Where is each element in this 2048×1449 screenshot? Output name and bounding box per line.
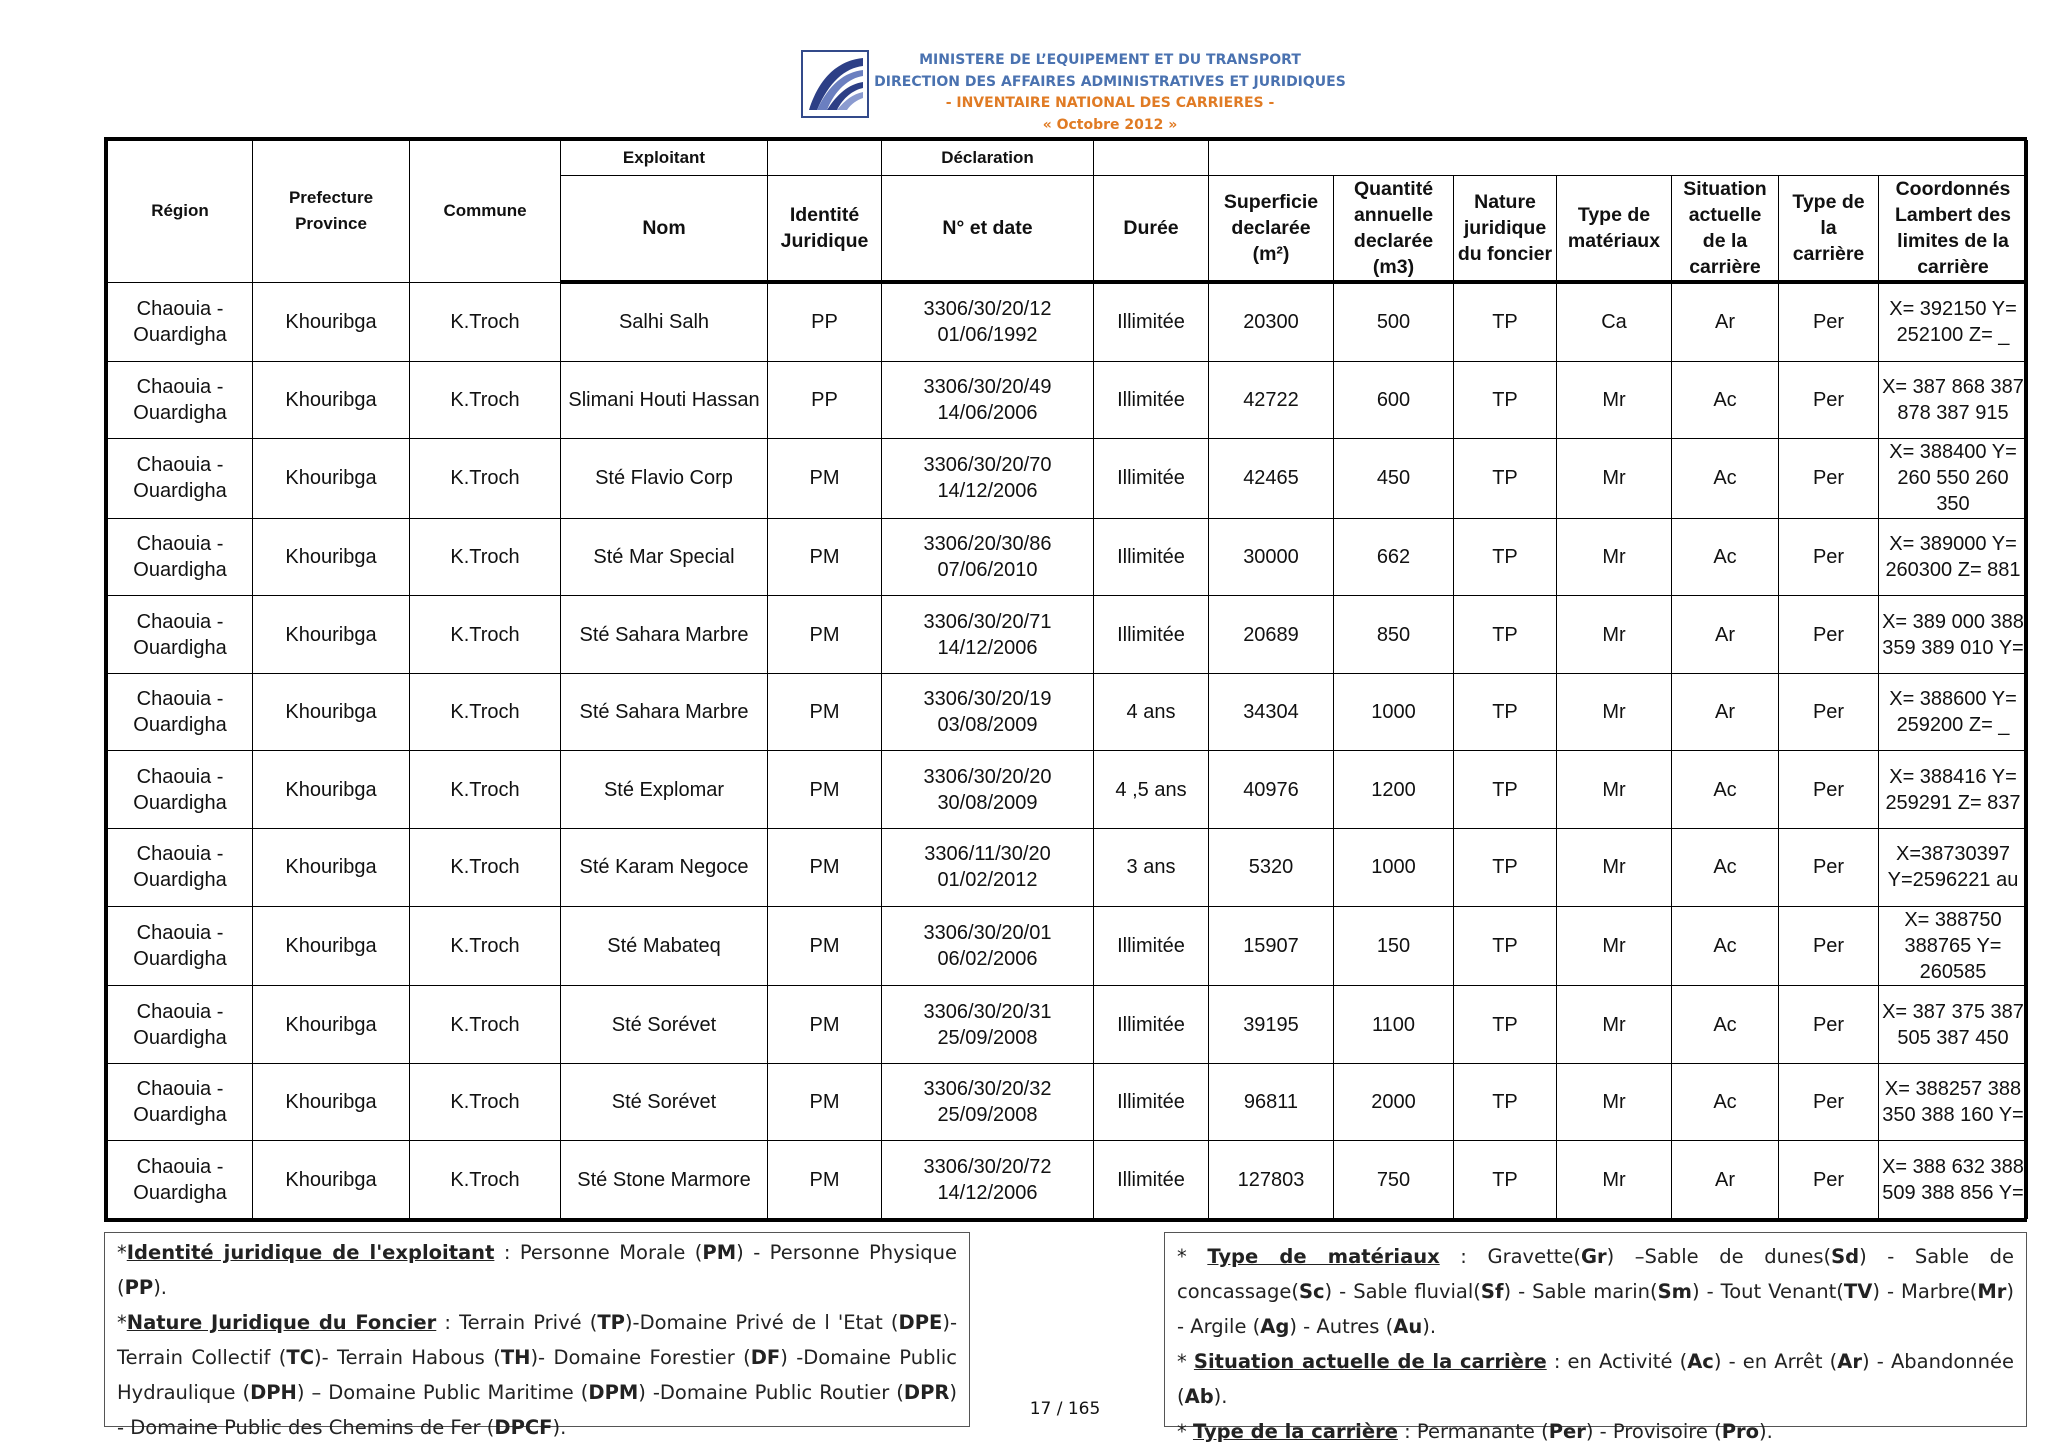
cell-identite: PM (768, 986, 882, 1064)
cell-situation: Ar (1672, 596, 1779, 674)
page-number: 17 / 165 (1029, 1399, 1101, 1419)
cell-type-carriere: Per (1779, 439, 1879, 519)
cell-identite: PM (768, 829, 882, 907)
cell-nature: TP (1454, 986, 1557, 1064)
cell-nom: Sté Mabateq (561, 906, 768, 986)
cell-type-carriere: Per (1779, 829, 1879, 907)
legend-title: Nature Juridique du Foncier (126, 1311, 437, 1334)
legend-code: TV (1843, 1280, 1873, 1303)
legend-text: : Personne Morale ( (494, 1241, 703, 1264)
cell-commune: K.Troch (410, 829, 561, 907)
legend-text: ). (1759, 1420, 1773, 1443)
legend-code: DPH (250, 1381, 297, 1404)
cell-coordonnees: X= 388400 Y= 260 550 260 350 (1879, 439, 2028, 519)
cell-nature: TP (1454, 906, 1557, 986)
cell-coordonnees: X= 388750 388765 Y= 260585 (1879, 906, 2028, 986)
cell-nom: Slimani Houti Hassan (561, 361, 768, 439)
cell-prefecture: Khouribga (253, 439, 410, 519)
cell-superficie: 40976 (1209, 751, 1334, 829)
cell-quantite: 2000 (1334, 1063, 1454, 1141)
table-row (108, 1063, 2028, 1141)
cell-prefecture: Khouribga (253, 596, 410, 674)
header-identite: Identité Juridique (768, 176, 882, 283)
inventory-date: « Octobre 2012 » (1042, 116, 1178, 133)
table-row (108, 439, 2028, 519)
legend-text: : Permanante ( (1397, 1420, 1549, 1443)
cell-commune: K.Troch (410, 361, 561, 439)
legend-text: : Terrain Privé ( (436, 1311, 598, 1334)
cell-prefecture: Khouribga (253, 673, 410, 751)
legend-code: TC (286, 1346, 315, 1369)
quarry-table (107, 140, 2028, 1219)
cell-duree: 4 ,5 ans (1094, 751, 1209, 829)
cell-superficie: 15907 (1209, 906, 1334, 986)
legend-title: Type de la carrière (1192, 1420, 1398, 1443)
cell-commune: K.Troch (410, 282, 561, 361)
cell-situation: Ac (1672, 361, 1779, 439)
legend-identite (117, 1235, 957, 1305)
cell-nature: TP (1454, 596, 1557, 674)
legend-text: ) - Provisoire ( (1585, 1420, 1722, 1443)
cell-numero-date: 3306/30/20/70 14/12/2006 (882, 439, 1094, 519)
header-group-empty (1094, 141, 1209, 176)
header-quantite: Quantité annuelle declarée (m3) (1334, 176, 1454, 283)
cell-commune: K.Troch (410, 1141, 561, 1219)
legend-code: TP (597, 1311, 625, 1334)
table-row (108, 518, 2028, 596)
cell-type-materiaux: Mr (1557, 751, 1672, 829)
legend-text: ) - Abandonnée ( (1177, 1350, 2014, 1408)
cell-commune: K.Troch (410, 906, 561, 986)
cell-nature: TP (1454, 673, 1557, 751)
cell-superficie: 42465 (1209, 439, 1334, 519)
cell-duree: 3 ans (1094, 829, 1209, 907)
cell-region: Chaouia - Ouardigha (108, 829, 253, 907)
cell-quantite: 750 (1334, 1141, 1454, 1219)
cell-superficie: 42722 (1209, 361, 1334, 439)
cell-region: Chaouia - Ouardigha (108, 282, 253, 361)
inventory-title: - INVENTAIRE NATIONAL DES CARRIERES - (945, 95, 1275, 111)
legend-text: ) – Domaine Public Maritime ( (296, 1381, 589, 1404)
cell-situation: Ac (1672, 1063, 1779, 1141)
cell-nom: Sté Sorévet (561, 986, 768, 1064)
header-group-declaration: Déclaration (882, 141, 1094, 176)
legend-title: Situation actuelle de la carrière (1193, 1350, 1547, 1373)
legend-text: ) -Domaine Public Hydraulique ( (117, 1346, 957, 1404)
legend-star: * (1177, 1350, 1194, 1373)
cell-coordonnees: X= 392150 Y= 252100 Z= _ (1879, 282, 2028, 361)
cell-prefecture: Khouribga (253, 829, 410, 907)
legend-code: PM (702, 1241, 737, 1264)
ministry-logo-icon (801, 50, 869, 118)
cell-type-materiaux: Mr (1557, 1141, 1672, 1219)
cell-prefecture: Khouribga (253, 361, 410, 439)
cell-identite: PM (768, 751, 882, 829)
header-prefecture: Prefecture Province (253, 141, 410, 283)
cell-identite: PP (768, 282, 882, 361)
cell-quantite: 1000 (1334, 673, 1454, 751)
table-row (108, 673, 2028, 751)
cell-prefecture: Khouribga (253, 282, 410, 361)
legend-text: ). (1213, 1385, 1228, 1408)
cell-duree: Illimitée (1094, 906, 1209, 986)
cell-superficie: 5320 (1209, 829, 1334, 907)
cell-commune: K.Troch (410, 596, 561, 674)
cell-nom: Salhi Salh (561, 282, 768, 361)
cell-quantite: 450 (1334, 439, 1454, 519)
cell-coordonnees: X= 388416 Y= 259291 Z= 837 (1879, 751, 2028, 829)
legend-text: : en Activité ( (1546, 1350, 1688, 1373)
cell-nature: TP (1454, 1141, 1557, 1219)
legend-code: Sf (1480, 1280, 1504, 1303)
legend-text: ) - Sable marin( (1503, 1280, 1658, 1303)
header-superficie: Superficie declarée (m²) (1209, 176, 1334, 283)
legend-code: Sm (1657, 1280, 1692, 1303)
legend-code: DPM (588, 1381, 639, 1404)
cell-quantite: 1200 (1334, 751, 1454, 829)
cell-prefecture: Khouribga (253, 906, 410, 986)
legend-code: Sc (1298, 1280, 1325, 1303)
cell-identite: PM (768, 596, 882, 674)
legend-code: DPCF (494, 1416, 553, 1439)
table-row (108, 906, 2028, 986)
cell-coordonnees: X= 389000 Y= 260300 Z= 881 (1879, 518, 2028, 596)
table-row (108, 596, 2028, 674)
legend-right-box (1164, 1232, 2027, 1443)
header-group-empty (1209, 141, 2028, 176)
cell-coordonnees: X= 389 000 388 359 389 010 Y= (1879, 596, 2028, 674)
table-row (108, 1141, 2028, 1219)
cell-identite: PM (768, 906, 882, 986)
cell-identite: PM (768, 1063, 882, 1141)
cell-commune: K.Troch (410, 439, 561, 519)
header-coordonnees: Coordonnés Lambert des limites de la carrière (1879, 176, 2028, 283)
cell-nature: TP (1454, 439, 1557, 519)
cell-numero-date: 3306/30/20/01 06/02/2006 (882, 906, 1094, 986)
legend-code: Pro (1721, 1420, 1759, 1443)
cell-quantite: 600 (1334, 361, 1454, 439)
cell-numero-date: 3306/30/20/20 30/08/2009 (882, 751, 1094, 829)
table-row (108, 751, 2028, 829)
legend-text: ) - Sable de concassage( (1177, 1245, 2015, 1303)
legend-text: )- Terrain Habous ( (314, 1346, 501, 1369)
header-commune: Commune (410, 141, 561, 283)
cell-numero-date: 3306/30/20/31 25/09/2008 (882, 986, 1094, 1064)
legend-text: ) - en Arrêt ( (1713, 1350, 1838, 1373)
cell-region: Chaouia - Ouardigha (108, 906, 253, 986)
quarry-table-frame (104, 137, 2027, 1222)
cell-duree: Illimitée (1094, 361, 1209, 439)
cell-type-carriere: Per (1779, 1141, 1879, 1219)
cell-commune: K.Troch (410, 1063, 561, 1141)
table-row (108, 361, 2028, 439)
legend-star: * (117, 1241, 127, 1264)
cell-nature: TP (1454, 518, 1557, 596)
cell-region: Chaouia - Ouardigha (108, 986, 253, 1064)
cell-numero-date: 3306/30/20/71 14/12/2006 (882, 596, 1094, 674)
cell-situation: Ac (1672, 751, 1779, 829)
cell-duree: Illimitée (1094, 1141, 1209, 1219)
cell-region: Chaouia - Ouardigha (108, 596, 253, 674)
legend-nature (117, 1305, 957, 1445)
header-nom: Nom (561, 176, 768, 283)
cell-numero-date: 3306/30/20/12 01/06/1992 (882, 282, 1094, 361)
cell-superficie: 39195 (1209, 986, 1334, 1064)
legend-text: : Gravette( (1439, 1245, 1581, 1268)
legend-code: TH (500, 1346, 531, 1369)
cell-type-materiaux: Mr (1557, 596, 1672, 674)
legend-code: Ac (1687, 1350, 1714, 1373)
cell-nature: TP (1454, 361, 1557, 439)
cell-superficie: 127803 (1209, 1141, 1334, 1219)
cell-type-carriere: Per (1779, 1063, 1879, 1141)
cell-type-carriere: Per (1779, 906, 1879, 986)
cell-type-materiaux: Mr (1557, 361, 1672, 439)
legend-code: DPE (898, 1311, 943, 1334)
cell-type-materiaux: Mr (1557, 986, 1672, 1064)
ministry-name: MINISTERE DE L’EQUIPEMENT ET DU TRANSPORT (919, 52, 1301, 68)
cell-superficie: 96811 (1209, 1063, 1334, 1141)
header-group-exploitant: Exploitant (561, 141, 768, 176)
cell-nom: Sté Sahara Marbre (561, 673, 768, 751)
cell-nature: TP (1454, 751, 1557, 829)
cell-region: Chaouia - Ouardigha (108, 673, 253, 751)
cell-superficie: 34304 (1209, 673, 1334, 751)
cell-prefecture: Khouribga (253, 986, 410, 1064)
cell-type-carriere: Per (1779, 596, 1879, 674)
cell-type-carriere: Per (1779, 673, 1879, 751)
legend-text: ) - Sable fluvial( (1324, 1280, 1481, 1303)
cell-nom: Sté Explomar (561, 751, 768, 829)
cell-numero-date: 3306/30/20/72 14/12/2006 (882, 1141, 1094, 1219)
legend-text: ) - Autres ( (1289, 1315, 1394, 1338)
header-type-materiaux: Type de matériaux (1557, 176, 1672, 283)
cell-nature: TP (1454, 829, 1557, 907)
legend-text: ). (552, 1416, 567, 1439)
cell-commune: K.Troch (410, 673, 561, 751)
cell-duree: 4 ans (1094, 673, 1209, 751)
cell-identite: PM (768, 439, 882, 519)
legend-text: ) - Personne Physique ( (117, 1241, 957, 1299)
cell-quantite: 150 (1334, 906, 1454, 986)
cell-coordonnees: X= 388600 Y= 259200 Z= _ (1879, 673, 2028, 751)
directorate-name: DIRECTION DES AFFAIRES ADMINISTRATIVES ET JURIDIQUES (874, 73, 1346, 90)
cell-type-materiaux: Mr (1557, 1063, 1672, 1141)
cell-type-carriere: Per (1779, 751, 1879, 829)
legend-code: Ab (1184, 1385, 1214, 1408)
header-text (860, 50, 1360, 136)
document-header (0, 46, 2048, 138)
cell-type-materiaux: Mr (1557, 673, 1672, 751)
cell-nom: Sté Flavio Corp (561, 439, 768, 519)
legend-text: )- Terrain Collectif ( (117, 1311, 957, 1369)
legend-text: )- Domaine Forestier ( (530, 1346, 751, 1369)
cell-nom: Sté Stone Marmore (561, 1141, 768, 1219)
legend-code: Sd (1831, 1245, 1860, 1268)
cell-nom: Sté Karam Negoce (561, 829, 768, 907)
cell-duree: Illimitée (1094, 439, 1209, 519)
legend-star: * (1177, 1420, 1193, 1443)
legend-text: ). (1422, 1315, 1437, 1338)
header-type-carriere: Type de la carrière (1779, 176, 1879, 283)
legend-title: Type de matériaux (1207, 1245, 1440, 1268)
cell-nature: TP (1454, 1063, 1557, 1141)
cell-nom: Sté Sahara Marbre (561, 596, 768, 674)
cell-prefecture: Khouribga (253, 1141, 410, 1219)
table-row (108, 986, 2028, 1064)
header-numero-date: N° et date (882, 176, 1094, 283)
cell-region: Chaouia - Ouardigha (108, 361, 253, 439)
legend-code: Au (1393, 1315, 1423, 1338)
cell-prefecture: Khouribga (253, 751, 410, 829)
cell-prefecture: Khouribga (253, 1063, 410, 1141)
legend-code: Ag (1260, 1315, 1290, 1338)
cell-prefecture: Khouribga (253, 518, 410, 596)
cell-duree: Illimitée (1094, 282, 1209, 361)
cell-type-carriere: Per (1779, 518, 1879, 596)
legend-text: ) - Marbre( (1872, 1280, 1978, 1303)
legend-code: PP (124, 1276, 154, 1299)
table-row (108, 282, 2028, 361)
cell-numero-date: 3306/20/30/86 07/06/2010 (882, 518, 1094, 596)
cell-region: Chaouia - Ouardigha (108, 751, 253, 829)
header-situation: Situation actuelle de la carrière (1672, 176, 1779, 283)
cell-commune: K.Troch (410, 986, 561, 1064)
cell-numero-date: 3306/30/20/49 14/06/2006 (882, 361, 1094, 439)
cell-coordonnees: X= 388 632 388 509 388 856 Y= (1879, 1141, 2028, 1219)
legend-code: Ar (1837, 1350, 1863, 1373)
cell-type-carriere: Per (1779, 986, 1879, 1064)
legend-code: Mr (1977, 1280, 2007, 1303)
cell-commune: K.Troch (410, 518, 561, 596)
cell-coordonnees: X= 387 868 387 878 387 915 (1879, 361, 2028, 439)
legend-left-box (104, 1232, 970, 1439)
table-body (108, 282, 2028, 1219)
cell-duree: Illimitée (1094, 1063, 1209, 1141)
cell-type-materiaux: Mr (1557, 439, 1672, 519)
cell-region: Chaouia - Ouardigha (108, 518, 253, 596)
legend-text: ) -Domaine Public Routier ( (638, 1381, 904, 1404)
cell-superficie: 20689 (1209, 596, 1334, 674)
cell-numero-date: 3306/30/20/32 25/09/2008 (882, 1063, 1094, 1141)
header-group-empty (768, 141, 882, 176)
cell-identite: PM (768, 673, 882, 751)
cell-type-carriere: Per (1779, 282, 1879, 361)
cell-duree: Illimitée (1094, 518, 1209, 596)
header-region: Région (108, 141, 253, 283)
legend-type-carriere (1177, 1414, 2014, 1449)
legend-code: Gr (1580, 1245, 1607, 1268)
cell-nom: Sté Mar Special (561, 518, 768, 596)
cell-type-materiaux: Mr (1557, 518, 1672, 596)
cell-situation: Ar (1672, 282, 1779, 361)
cell-nom: Sté Sorévet (561, 1063, 768, 1141)
group-header-row (108, 141, 2028, 176)
header-duree: Durée (1094, 176, 1209, 283)
legend-star: * (117, 1311, 127, 1334)
cell-nature: TP (1454, 282, 1557, 361)
cell-region: Chaouia - Ouardigha (108, 1063, 253, 1141)
cell-quantite: 850 (1334, 596, 1454, 674)
cell-coordonnees: X=38730397 Y=2596221 au (1879, 829, 2028, 907)
cell-quantite: 1000 (1334, 829, 1454, 907)
cell-superficie: 30000 (1209, 518, 1334, 596)
cell-region: Chaouia - Ouardigha (108, 439, 253, 519)
legend-text: ). (153, 1276, 168, 1299)
cell-type-materiaux: Mr (1557, 906, 1672, 986)
cell-situation: Ar (1672, 673, 1779, 751)
legend-text: ) - Domaine Public des Chemins de Fer ( (117, 1381, 957, 1439)
cell-duree: Illimitée (1094, 596, 1209, 674)
cell-numero-date: 3306/30/20/19 03/08/2009 (882, 673, 1094, 751)
cell-type-carriere: Per (1779, 361, 1879, 439)
cell-identite: PM (768, 518, 882, 596)
cell-region: Chaouia - Ouardigha (108, 1141, 253, 1219)
legend-text: ) –Sable de dunes( (1606, 1245, 1832, 1268)
cell-situation: Ac (1672, 829, 1779, 907)
legend-text: )-Domaine Privé de l 'Etat ( (624, 1311, 899, 1334)
cell-situation: Ac (1672, 518, 1779, 596)
cell-coordonnees: X= 388257 388 350 388 160 Y= (1879, 1063, 2028, 1141)
header-nature: Nature juridique du foncier (1454, 176, 1557, 283)
legend-text: ) - Tout Venant( (1691, 1280, 1844, 1303)
cell-quantite: 662 (1334, 518, 1454, 596)
cell-identite: PM (768, 1141, 882, 1219)
legend-code: DPR (903, 1381, 950, 1404)
cell-type-materiaux: Mr (1557, 829, 1672, 907)
cell-situation: Ar (1672, 1141, 1779, 1219)
legend-situation (1177, 1344, 2014, 1414)
legend-text: ) - Argile ( (1177, 1280, 2014, 1338)
cell-quantite: 500 (1334, 282, 1454, 361)
legend-title: Identité juridique de l'exploitant (126, 1241, 495, 1264)
cell-type-materiaux: Ca (1557, 282, 1672, 361)
cell-numero-date: 3306/11/30/20 01/02/2012 (882, 829, 1094, 907)
cell-situation: Ac (1672, 439, 1779, 519)
cell-coordonnees: X= 387 375 387 505 387 450 (1879, 986, 2028, 1064)
cell-situation: Ac (1672, 986, 1779, 1064)
legend-code: DF (750, 1346, 781, 1369)
cell-quantite: 1100 (1334, 986, 1454, 1064)
cell-commune: K.Troch (410, 751, 561, 829)
legend-type-materiaux (1177, 1239, 2014, 1344)
legend-code: Per (1548, 1420, 1586, 1443)
cell-duree: Illimitée (1094, 986, 1209, 1064)
table-row (108, 829, 2028, 907)
cell-identite: PP (768, 361, 882, 439)
cell-situation: Ac (1672, 906, 1779, 986)
legend-star: * (1177, 1245, 1208, 1268)
cell-superficie: 20300 (1209, 282, 1334, 361)
